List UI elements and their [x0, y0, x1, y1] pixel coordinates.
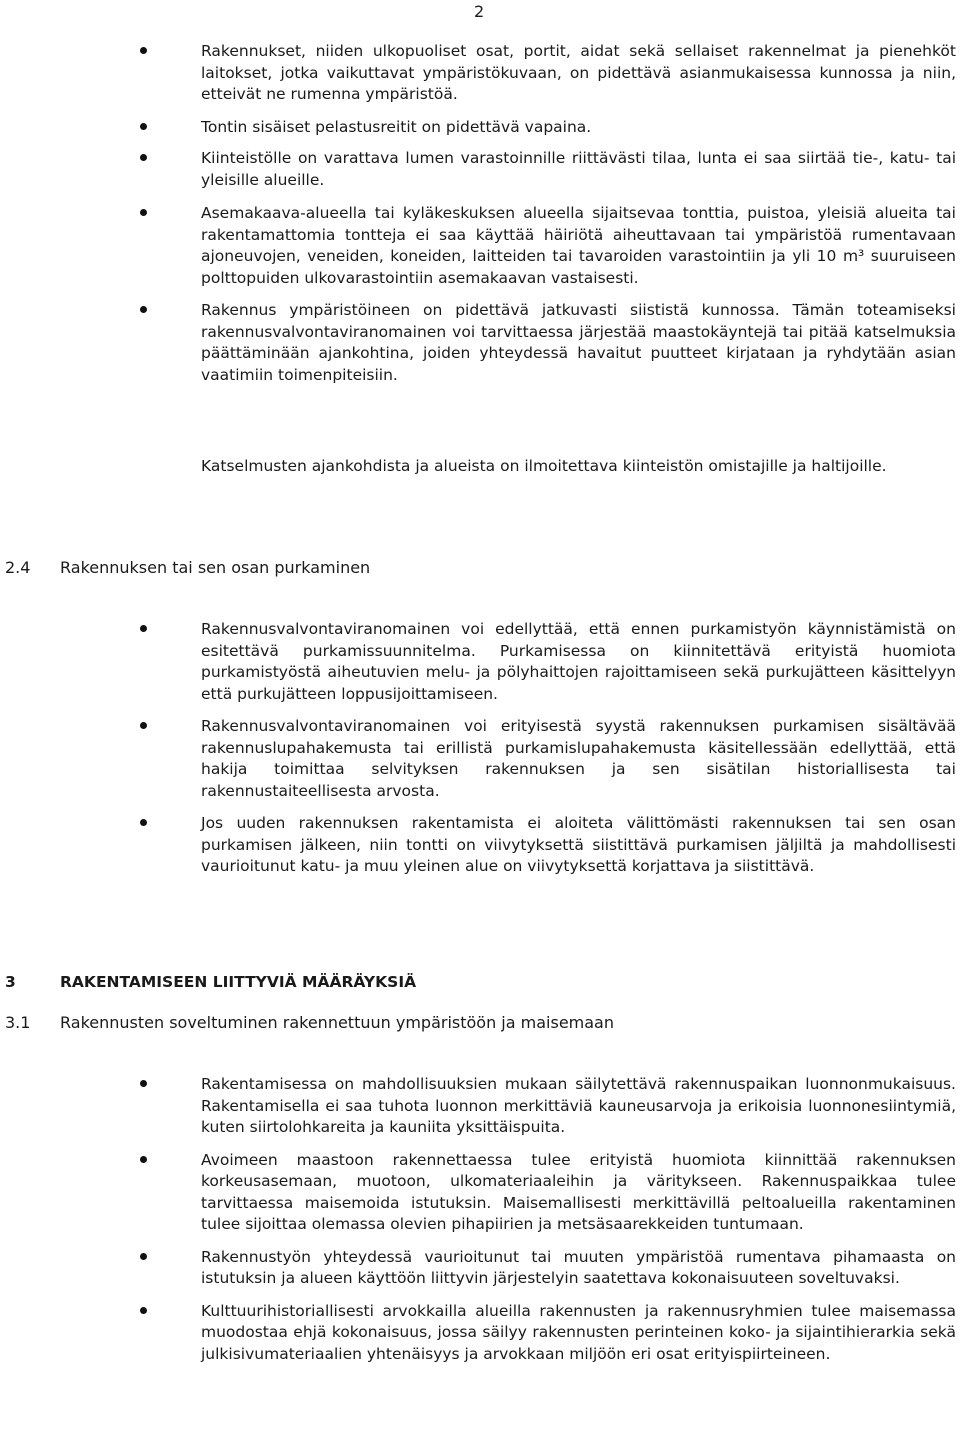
list-item-text: Rakennusvalvontaviranomainen voi erityisestä syystä rakennuksen purkamisen sisältävää rakennuslupahakemusta tai erillistä purkamislupahakemusta käsitellessään edellyttää, että hakija toimittaa selvityksen rakennuksen ja sen sisätilan historiallisesta tai rakennustaiteellisesta arvosta. [201, 717, 956, 800]
list-item [0, 1301, 960, 1366]
bullet-icon [140, 1307, 147, 1314]
bullet-icon [140, 819, 147, 826]
bullet-icon [140, 306, 147, 313]
section-title: Rakennuksen tai sen osan purkaminen [60, 558, 371, 577]
list-item [0, 1150, 960, 1236]
list-item [0, 1074, 960, 1139]
list-item-text: Rakentamisessa on mahdollisuuksien mukaan säilytettävä rakennuspaikan luonnonmukaisuus. Rakentamisella ei saa tuhota luonnon merkittäviä kauneusarvoja ja erikoisia luonnonesiintymiä, kuten siirtolohkareita ja kauniita yksittäispuita. [201, 1075, 956, 1136]
bullet-list-maintenance [0, 41, 960, 386]
list-item-text: Rakennus ympäristöineen on pidettävä jatkuvasti siististä kunnossa. Tämän toteamiseksi rakennusvalvontaviranomainen voi tarvittaessa järjestää maastokäyntejä tai pitää katselmuksia päättäminään ajankohtina, joiden yhteydessä havaitut puutteet kirjataan ja ryhdytään asian vaatimiin toimenpiteisiin. [201, 301, 956, 384]
section-number: 2.4 [5, 558, 31, 577]
list-item-text: Rakennusvalvontaviranomainen voi edellyttää, että ennen purkamistyön käynnistämistä on esitettävä purkamissuunnitelma. Purkamisessa on kiinnitettävä erityistä huomiota purkamistyöstä aiheutuvien melu- ja pölyhaittojen rajoittamiseen sekä purkujätteen käsittelyyn että purkujätteen loppusijoittamiseen. [201, 620, 956, 703]
paragraph-inspections: Katselmusten ajankohdista ja alueista on ilmoitettava kiinteistön omistajille ja haltijoille. [201, 457, 887, 475]
list-item-text: Rakennukset, niiden ulkopuoliset osat, portit, aidat sekä sellaiset rakennelmat ja pienehköt laitokset, jotka vaikuttavat ympäristökuvaan, on pidettävä asianmukaisessa kunnossa ja niin, etteivät ne rumenna ympäristöä. [201, 42, 956, 103]
bullet-icon [140, 1080, 147, 1087]
bullet-icon [140, 209, 147, 216]
list-item-text: Tontin sisäiset pelastusreitit on pidettävä vapaina. [201, 117, 592, 136]
list-item [0, 716, 960, 802]
section-title: RAKENTAMISEEN LIITTYVIÄ MÄÄRÄYKSIÄ [60, 973, 417, 991]
bullet-icon [140, 722, 147, 729]
bullet-icon [140, 154, 147, 161]
section-heading-3-1 [5, 1013, 614, 1032]
page-number: 2 [474, 2, 485, 21]
section-number: 3.1 [5, 1013, 31, 1032]
list-item-text: Kiinteistölle on varattava lumen varastoinnille riittävästi tilaa, lunta ei saa siirtää tie-, katu- tai yleisille alueille. [201, 149, 956, 189]
list-item-text: Rakennustyön yhteydessä vaurioitunut tai muuten ympäristöä rumentava pihamaasta on istutuksin ja alueen käyttöön liittyvin järjestelyin saatettava kokonaisuuteen soveltuvaksi. [201, 1247, 956, 1287]
list-item-text: Kulttuurihistoriallisesti arvokkailla alueilla rakennusten ja rakennusryhmien tulee maisemassa muodostaa ehjä kokonaisuus, jossa säilyy rakennusten perinteinen koko- ja sijaintihierarkia sekä julkisivumateriaalien yhtenäisyys ja arvokkaan miljöön eri osat erityispiirteineen. [201, 1301, 956, 1363]
bullet-icon [140, 1156, 147, 1163]
section-number: 3 [5, 973, 16, 991]
list-item-text: Avoimeen maastoon rakennettaessa tulee erityistä huomiota kiinnittää rakennuksen korkeusasemaan, muotoon, ulkomateriaaleihin ja väritykseen. Rakennuspaikkaa tulee tarvittaessa maisemoida istutuksin. Maisemallisesti merkittävillä peltoalueilla rakentaminen tulee sijoittaa olemassa olevien pihapiirien ja metsäsaarekkeiden tuntumaan. [201, 1150, 956, 1233]
list-item [0, 41, 960, 106]
bullet-icon [140, 1253, 147, 1260]
list-item [0, 619, 960, 705]
section-heading-3 [5, 973, 416, 991]
list-item [0, 117, 960, 139]
bullet-icon [140, 625, 147, 632]
list-item [0, 203, 960, 289]
bullet-icon [140, 47, 147, 54]
bullet-icon [140, 123, 147, 130]
bullet-list-demolition [0, 619, 960, 878]
list-item [0, 300, 960, 386]
list-item [0, 148, 960, 191]
list-item-text: Asemakaava-alueella tai kyläkeskuksen alueella sijaitsevaa tonttia, puistoa, yleisiä alueita tai rakentamattomia tontteja ei saa käyttää häiriötä aiheuttavaan tai ympäristöä rumentavaan ajoneuvojen, veneiden, koneiden, laitteiden tai tavaroiden varastointiin ja yli 10 m³ suuruiseen polttopuiden ulkovarastointiin asemakaavan vastaisesti. [201, 204, 956, 287]
section-heading-2-4 [5, 558, 370, 577]
section-title: Rakennusten soveltuminen rakennettuun ympäristöön ja maisemaan [60, 1013, 614, 1032]
bullet-list-environment [0, 1074, 960, 1365]
list-item [0, 1247, 960, 1290]
list-item-text: Jos uuden rakennuksen rakentamista ei aloiteta välittömästi rakennuksen tai sen osan purkamisen jälkeen, niin tontti on viivytyksettä siistittävä purkamisen jäljiltä ja mahdollisesti vaurioitunut katu- ja muu yleinen alue on viivytyksettä korjattava ja siistittävä. [201, 814, 956, 875]
list-item [0, 813, 960, 878]
